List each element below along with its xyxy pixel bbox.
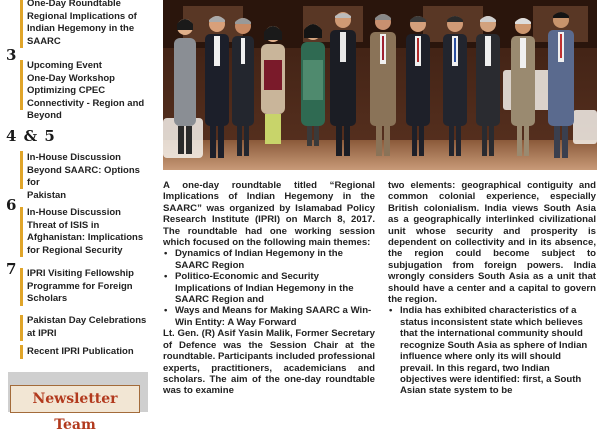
toc-item-label: Recent IPRI Publication <box>27 346 134 357</box>
theme-text: Politico-Economic and Security Implications of Indian Hegemony in the SAARC Region and <box>175 271 354 306</box>
toc-page-number: 4 & 5 <box>6 127 56 145</box>
article-session-paragraph: Lt. Gen. (R) Asif Yasin Malik, Former Secretary of Defence was the Session Chair at the roundtable. Participants included professional experts, practitioners, academicians and scholars. The aim of the one-day roundtable was to examine <box>163 328 375 397</box>
findings-list <box>388 305 596 396</box>
themes-list <box>163 248 375 328</box>
bullet-icon: • <box>164 271 168 283</box>
toc-item-roundtable[interactable] <box>0 0 158 52</box>
theme-text: Dynamics of Indian Hegemony in the SAARC Region <box>175 248 343 271</box>
toc-item-label: IPRI Visiting Fellowship Programme for Foreign Scholars <box>27 268 134 304</box>
sidebar-contents <box>0 0 158 433</box>
toc-item-cpec-workshop[interactable] <box>0 46 158 121</box>
list-item <box>388 305 596 396</box>
article-column-2 <box>388 180 596 397</box>
toc-item-visiting-fellowship[interactable] <box>0 260 158 310</box>
toc-item-recent-publication[interactable] <box>0 345 158 361</box>
toc-item-label: In-House Discussion Threat of ISIS in Afghanistan: Implications for Regional Security <box>27 207 144 256</box>
toc-accent-bar <box>20 207 23 257</box>
article-intro-paragraph: A one-day roundtable titled “Regional Implications of Indian Hegemony in the SAARC” was organized by Islamabad Policy Research Institute (IPRI) on March 8, 2017. The roundtable had one working session which focused on the following main themes: <box>163 180 375 249</box>
toc-accent-bar <box>20 345 23 359</box>
list-item <box>163 271 375 305</box>
toc-page-number: 6 <box>6 196 18 214</box>
toc-item-label: One-Day Roundtable Regional Implications of Indian Hegemony in the SAARC <box>27 0 137 47</box>
toc-accent-bar <box>20 60 23 110</box>
toc-item-pakistan-day[interactable] <box>0 315 158 343</box>
roundtable-group-photo <box>163 0 597 170</box>
bullet-icon: • <box>164 248 168 260</box>
main-article <box>160 0 600 400</box>
toc-item-label: Upcoming Event One-Day Workshop Optimizing CPEC Connectivity - Region and Beyond <box>27 60 145 121</box>
toc-page-number: 3 <box>6 46 18 64</box>
toc-accent-bar <box>20 315 23 341</box>
toc-item-beyond-saarc[interactable] <box>0 127 158 201</box>
bullet-icon: • <box>389 305 393 317</box>
toc-accent-bar <box>20 151 23 189</box>
theme-text: Ways and Means for Making SAARC a Win-Win Entity: A Way Forward <box>175 305 372 328</box>
bullet-icon: • <box>164 305 168 317</box>
article-column-1 <box>163 180 375 397</box>
toc-item-label: Pakistan Day Celebrations at IPRI <box>27 315 147 339</box>
finding-text: India has exhibited characteristics of a status inconsistent state which believes that the international community should recognize South Asia as sphere of Indian influence where only its will should prevail. In this regard, two Indian objectives were identified: first, a South Asian state system to be <box>400 305 588 397</box>
toc-accent-bar <box>20 268 23 306</box>
list-item <box>163 305 375 328</box>
article-continuation-paragraph: two elements: geographical contiguity and common colonial experience, especially British colonialism. India views South Asia as a geographically interlinked civilizational unit whose security and prosperity is dependent on collectivity and in its absence, the region could become subject to subjugation from foreign powers. India wrongly considers South Asia as a unit that should have a center and a capital to govern the region. <box>388 180 596 306</box>
toc-item-isis-afghanistan[interactable] <box>0 196 158 258</box>
toc-item-label: In-House Discussion Beyond SAARC: Options for Pakistan <box>27 152 140 201</box>
newsletter-team-heading: Newsletter Team <box>10 385 140 413</box>
toc-page-number: 7 <box>6 260 18 278</box>
list-item <box>163 248 375 271</box>
toc-accent-bar <box>20 0 23 48</box>
